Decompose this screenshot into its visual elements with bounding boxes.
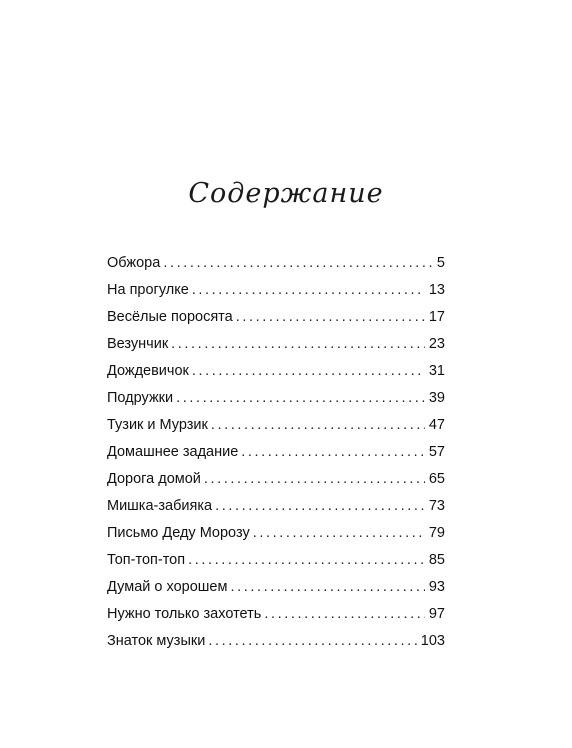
toc-page-number: 17 [428, 309, 445, 325]
toc-entry-title: Знаток музыки [107, 633, 206, 649]
toc-page-number: 47 [428, 417, 445, 433]
toc-entry [107, 579, 445, 606]
dot-leader [176, 390, 425, 406]
toc-entry [107, 255, 445, 282]
toc-page-number: 23 [428, 336, 445, 352]
toc-page-number: 103 [420, 633, 445, 649]
dot-leader [163, 255, 433, 271]
toc-entry [107, 309, 445, 336]
dot-leader [215, 498, 425, 514]
toc-page-number: 65 [428, 471, 445, 487]
dot-leader [264, 606, 425, 622]
toc-page-number: 5 [436, 255, 445, 271]
toc-entry [107, 471, 445, 498]
dot-leader [208, 633, 416, 649]
dot-leader [230, 579, 424, 595]
toc-page-number: 73 [428, 498, 445, 514]
toc-entry [107, 633, 445, 660]
toc-entry-title: Везунчик [107, 336, 169, 352]
dot-leader [192, 363, 425, 379]
toc-entry [107, 498, 445, 525]
toc-entry-title: Дорога домой [107, 471, 201, 487]
toc-page-number: 39 [428, 390, 445, 406]
toc-entry-title: Тузик и Мурзик [107, 417, 208, 433]
toc-entry [107, 606, 445, 633]
dot-leader [204, 471, 425, 487]
toc-page-number: 57 [428, 444, 445, 460]
toc-page-number: 85 [428, 552, 445, 568]
toc-entry [107, 552, 445, 579]
toc-entry [107, 282, 445, 309]
toc-entry [107, 390, 445, 417]
toc-entry-title: Подружки [107, 390, 174, 406]
dot-leader [192, 282, 425, 298]
toc-page-number: 93 [428, 579, 445, 595]
dot-leader [253, 525, 425, 541]
dot-leader [188, 552, 425, 568]
toc-entry [107, 444, 445, 471]
toc-entry [107, 336, 445, 363]
dot-leader [171, 336, 425, 352]
toc-entry-title: Мишка-забияка [107, 498, 213, 514]
toc-entry-title: Нужно только захотеть [107, 606, 262, 622]
toc-entry [107, 525, 445, 552]
toc-entry-title: Весёлые поросята [107, 309, 233, 325]
dot-leader [211, 417, 425, 433]
toc-page-number: 79 [428, 525, 445, 541]
dot-leader [236, 309, 425, 325]
toc-entry-title: Дождевичок [107, 363, 189, 379]
toc-entry-title: Обжора [107, 255, 161, 271]
toc-entry-title: На прогулке [107, 282, 189, 298]
toc-page-number: 97 [428, 606, 445, 622]
toc-entry [107, 417, 445, 444]
toc-page-number: 13 [428, 282, 445, 298]
toc-entry [107, 363, 445, 390]
page-title: Содержание [188, 178, 384, 209]
dot-leader [241, 444, 425, 460]
toc-entry-title: Думай о хорошем [107, 579, 228, 595]
toc-entry-title: Топ-топ-топ [107, 552, 186, 568]
toc-page-number: 31 [428, 363, 445, 379]
toc-entry-title: Домашнее задание [107, 444, 239, 460]
table-of-contents [107, 255, 445, 660]
toc-entry-title: Письмо Деду Морозу [107, 525, 250, 541]
